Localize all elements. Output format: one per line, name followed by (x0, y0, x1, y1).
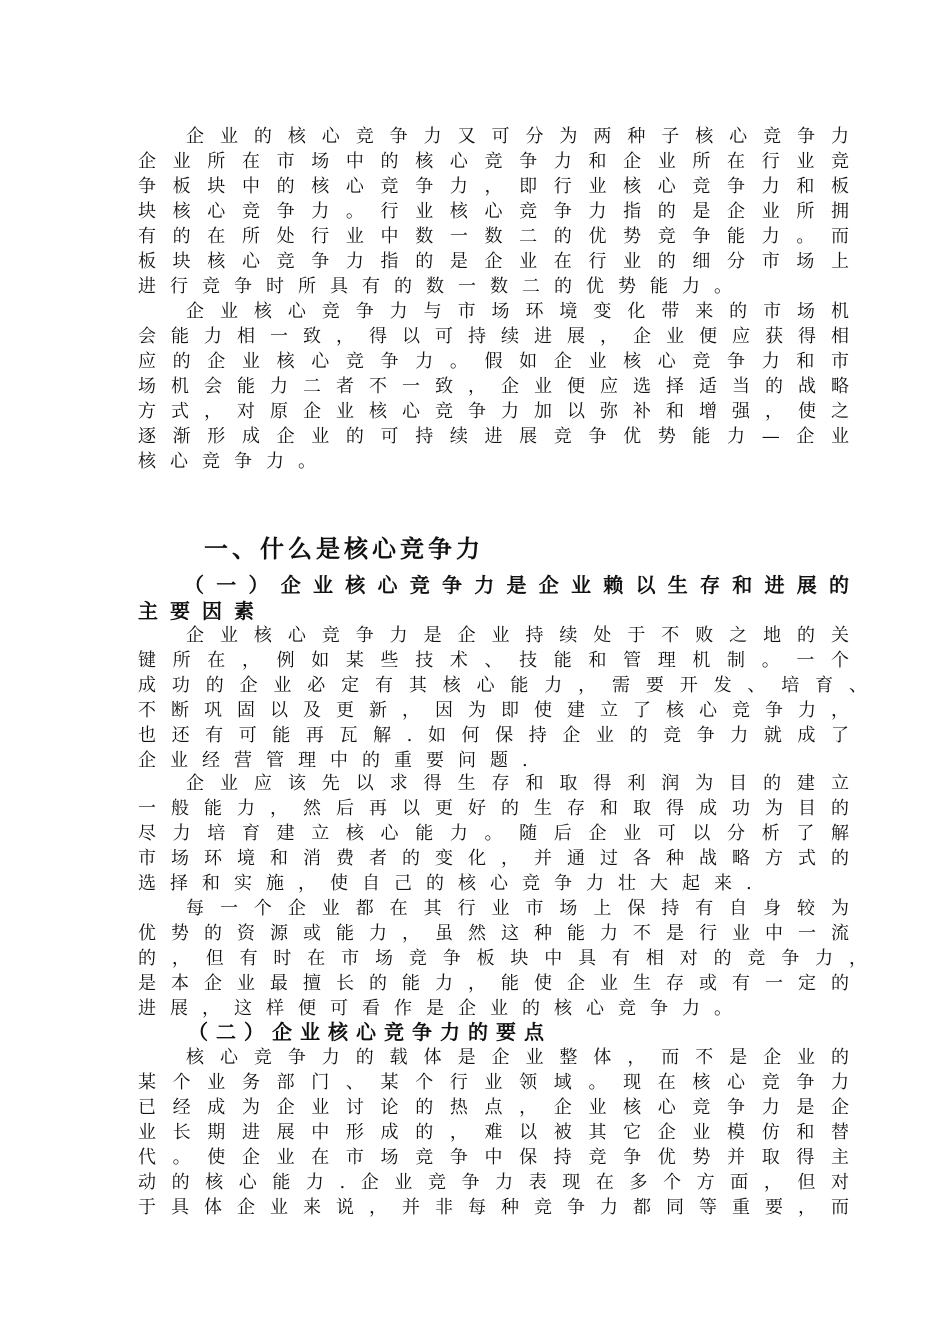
text-line: 企业核心竞争力是企业持续处于不败之地的关 (186, 625, 850, 646)
text-line: 有的在所处行业中数一数二的优势竞争能力。而 (138, 226, 850, 247)
text-line: 于具体企业来说，并非每种竞争力都同等重要，而 (138, 1197, 850, 1218)
text-line: 进行竞争时所具有的数一数二的优势能力。 (138, 276, 746, 297)
subsection-1-paragraph-2 (138, 771, 850, 896)
subsection-heading-1 (138, 572, 850, 624)
text-line: 企业的核心竞争力又可分为两种子核心竞争力 (186, 126, 850, 147)
text-line: 场机会能力二者不一致，企业便应选择适当的战略 (138, 376, 850, 397)
subsection-2-paragraph-1 (138, 1045, 850, 1220)
text-line: 方式，对原企业核心竞争力加以弥补和增强，使之 (138, 401, 850, 422)
text-line: 动的核心能力.企业竞争力表现在多个方面，但对 (138, 1172, 850, 1193)
text-line: 是本企业最擅长的能力，能使企业生存或有一定的 (138, 973, 850, 994)
text-line: 企业所在市场中的核心竞争力和企业所在行业竞 (138, 151, 850, 172)
text-line: 也还有可能再瓦解.如何保持企业的竞争力就成了 (138, 725, 850, 746)
section-heading: 一、什么是核心竞争力 (204, 535, 484, 563)
text-line: 市场环境和消费者的变化，并通过各种战略方式的 (138, 848, 850, 869)
intro-paragraph-1 (138, 124, 850, 299)
text-line: 进展，这样便可看作是企业的核心竞争力。 (138, 998, 746, 1019)
text-line: 板块核心竞争力指的是企业在行业的细分市场上 (138, 251, 850, 272)
text-line: 块核心竞争力。行业核心竞争力指的是企业所拥 (138, 201, 850, 222)
subsection-1-paragraph-3 (138, 896, 868, 1021)
subsection-1-paragraph-1 (138, 623, 868, 773)
text-line: 逐渐形成企业的可持续进展竞争优势能力—企业 (138, 426, 850, 447)
text-line: 已经成为企业讨论的热点，企业核心竞争力是企 (138, 1097, 850, 1118)
text-line: 的，但有时在市场竞争板块中具有相对的竞争力， (138, 948, 868, 969)
text-line: 尽力培育建立核心能力。随后企业可以分析了解 (138, 823, 850, 844)
text-line: 业长期进展中形成的，难以被其它企业模仿和替 (138, 1122, 850, 1143)
text-line: 键所在，例如某些技术、技能和管理机制。一个 (138, 650, 850, 671)
text-line: 优势的资源或能力，虽然这种能力不是行业中一流 (138, 923, 850, 944)
text-line: 核心竞争力的载体是企业整体，而不是企业的 (186, 1047, 850, 1068)
text-line: 不断巩固以及更新，因为即使建立了核心竞争力， (138, 700, 850, 721)
intro-paragraph-2 (138, 299, 850, 474)
text-line: 企业应该先以求得生存和取得利润为目的建立 (186, 773, 850, 794)
text-line: 会能力相一致，得以可持续进展，企业便应获得相 (138, 326, 850, 347)
heading-line: 主要因素 (138, 599, 266, 623)
text-line: 企业经营管理中的重要问题. (138, 750, 542, 771)
text-line: 每一个企业都在其行业市场上保持有自身较为 (186, 898, 850, 919)
text-line: 争板块中的核心竞争力，即行业核心竞争力和板 (138, 176, 850, 197)
text-line: 核心竞争力。 (138, 451, 330, 472)
text-line: 选择和实施，使自己的核心竞争力壮大起来. (138, 873, 766, 894)
subsection-heading-2: （二）企业核心竞争力的要点 (188, 1020, 552, 1044)
text-line: 代。使企业在市场竞争中保持竞争优势并取得主 (138, 1147, 850, 1168)
text-line: 成功的企业必定有其核心能力，需要开发、培育、 (138, 675, 868, 696)
text-line: 企业核心竞争力与市场环境变化带来的市场机 (186, 301, 850, 322)
text-line: 应的企业核心竞争力。假如企业核心竞争力和市 (138, 351, 850, 372)
text-line: 某个业务部门、某个行业领域。现在核心竞争力 (138, 1072, 850, 1093)
text-line: 一般能力，然后再以更好的生存和取得成功为目的 (138, 798, 850, 819)
heading-line: （一）企业核心竞争力是企业赖以生存和进展的 (184, 573, 850, 597)
